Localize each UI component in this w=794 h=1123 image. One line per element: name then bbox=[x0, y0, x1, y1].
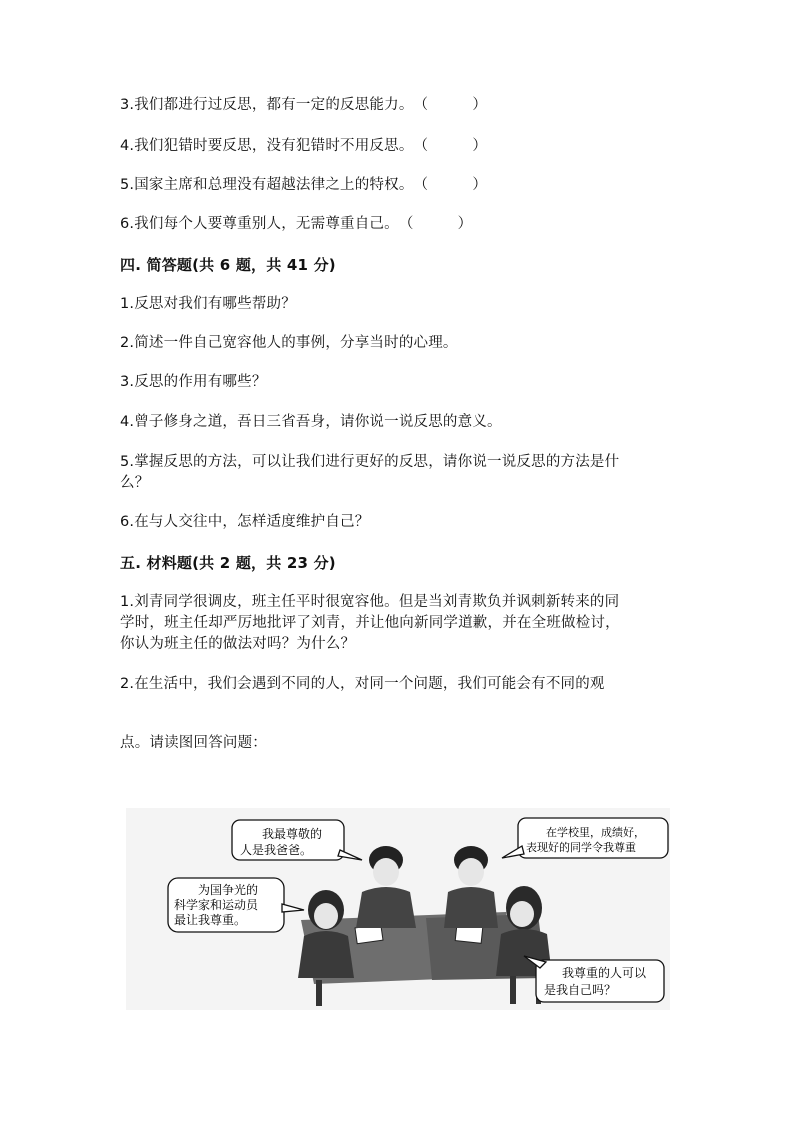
short-answer-q5-line2: 么？ bbox=[120, 475, 150, 491]
svg-text:人是我爸爸。: 人是我爸爸。 bbox=[240, 843, 313, 857]
tf-item-3: 3.我们都进行过反思，都有一定的反思能力。（ ） bbox=[120, 94, 487, 116]
discussion-illustration bbox=[126, 808, 670, 1010]
short-answer-q6: 6.在与人交往中，怎样适度维护自己？ bbox=[120, 514, 370, 530]
speech-bubble-top-right bbox=[502, 818, 668, 858]
material-q1-line2: 学时，班主任却严厉地批评了刘青，并让他向新同学道歉，并在全班做检讨， bbox=[120, 615, 620, 631]
material-q2-line2: 点。请读图回答问题： bbox=[120, 735, 267, 751]
answer-blank[interactable]: （ ） bbox=[398, 216, 473, 232]
short-answer-q2: 2.简述一件自己宽容他人的事例，分享当时的心理。 bbox=[120, 335, 458, 351]
material-q1-line3: 你认为班主任的做法对吗？为什么？ bbox=[120, 636, 356, 652]
svg-text:我最尊敬的: 我最尊敬的 bbox=[262, 827, 323, 841]
short-answer-q5-line1: 5.掌握反思的方法，可以让我们进行更好的反思，请你说一说反思的方法是什 bbox=[120, 454, 620, 470]
section-5-title: 五. 材料题(共 2 题，共 23 分) bbox=[120, 554, 336, 572]
short-answer-q1: 1.反思对我们有哪些帮助？ bbox=[120, 296, 296, 312]
short-answer-q4: 4.曾子修身之道，吾日三省吾身，请你说一说反思的意义。 bbox=[120, 414, 502, 430]
section-4-title: 四. 简答题(共 6 题，共 41 分) bbox=[120, 256, 336, 274]
svg-text:科学家和运动员: 科学家和运动员 bbox=[174, 898, 259, 912]
tf-item-5: 5.国家主席和总理没有超越法律之上的特权。（ ） bbox=[120, 174, 487, 196]
material-q2-line1: 2.在生活中，我们会遇到不同的人，对同一个问题，我们可能会有不同的观 bbox=[120, 676, 605, 692]
speech-bubble-bottom-right bbox=[524, 956, 664, 1002]
answer-blank[interactable]: （ ） bbox=[413, 177, 488, 193]
short-answer-q3: 3.反思的作用有哪些？ bbox=[120, 374, 267, 390]
material-q1-line1: 1.刘青同学很调皮，班主任平时很宽容他。但是当刘青欺负并讽刺新转来的同 bbox=[120, 594, 620, 610]
answer-blank[interactable]: （ ） bbox=[413, 138, 488, 154]
svg-text:是我自己吗？: 是我自己吗？ bbox=[544, 983, 617, 997]
speech-bubble-left bbox=[168, 878, 304, 932]
tf-item-6: 6.我们每个人要尊重别人，无需尊重自己。（ ） bbox=[120, 213, 472, 235]
svg-text:为国争光的: 为国争光的 bbox=[198, 883, 259, 897]
svg-text:在学校里，成绩好，: 在学校里，成绩好， bbox=[546, 826, 645, 839]
svg-text:最让我尊重。: 最让我尊重。 bbox=[174, 913, 247, 927]
tf-item-4: 4.我们犯错时要反思，没有犯错时不用反思。（ ） bbox=[120, 135, 487, 157]
svg-text:表现好的同学令我尊重: 表现好的同学令我尊重 bbox=[526, 841, 636, 854]
answer-blank[interactable]: （ ） bbox=[413, 97, 488, 113]
speech-bubble-top-left bbox=[232, 820, 362, 860]
svg-text:我尊重的人可以: 我尊重的人可以 bbox=[562, 966, 647, 980]
